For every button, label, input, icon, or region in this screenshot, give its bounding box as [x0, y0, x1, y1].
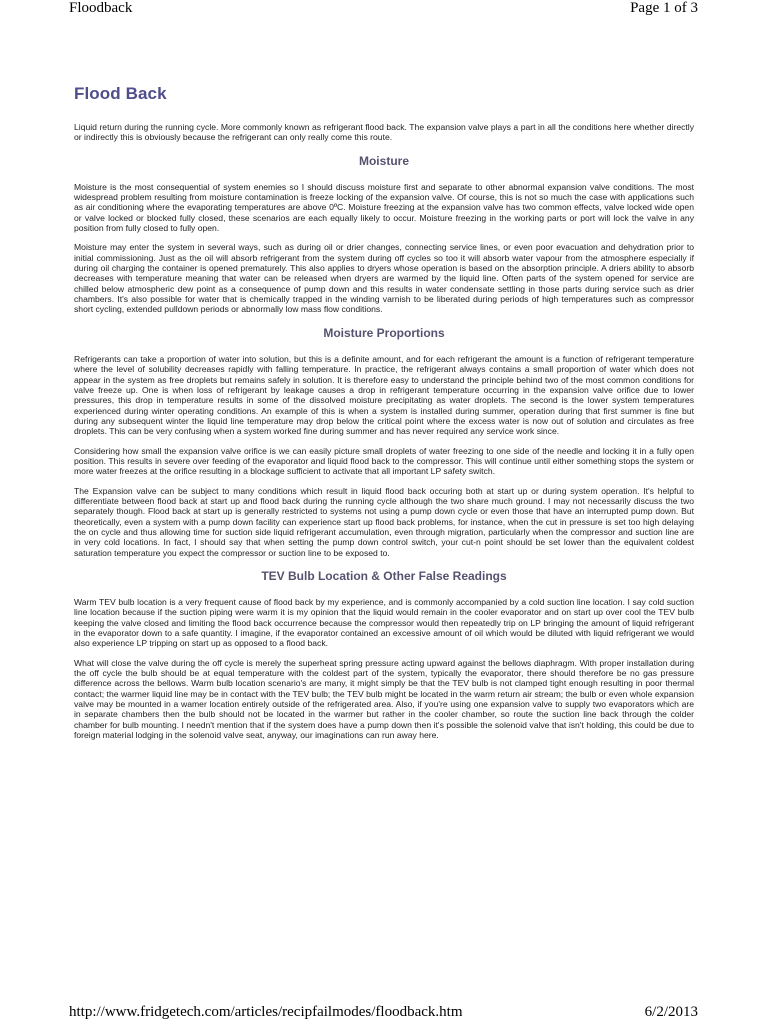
paragraph: Refrigerants can take a proportion of water into solution, but this is a definite amount, and for each refrigerant the amount is a function of refrigerant temperature where the level of solubility decreases rapidly with falling temperature. In practice, the refrigerant always contains a small proportion of water which does not appear in the system as free droplets but remains safely in solution. It is therefore easy to understand the principle behind two of the most common conditions for valve freeze up. One is when loss of refrigerant by leakage causes a drop in refrigerant temperature occurring in the expansion valve orifice due to lower pressures, this drop in temperature results in some of the dissolved moisture precipitating as water droplets. The second is the lower system temperatures experienced during winter operating conditions. An example of this is when a system is installed during summer, operation during that first summer is fine but during any subsequent winter the liquid line temperature may drop below the critical point where the excess water is now out of solution and circulates as free droplets. This can be very confusing when a system worked fine during summer and has never required any service work since.	[74, 353, 694, 437]
section-heading-tev-bulb: TEV Bulb Location & Other False Readings	[261, 569, 507, 583]
header-title: Floodback	[69, 0, 133, 16]
article-body	[74, 84, 694, 749]
source-url[interactable]: http://www.fridgetech.com/articles/recipfailmodes/floodback.htm	[69, 1004, 463, 1020]
paragraph: The Expansion valve can be subject to many conditions which result in liquid flood back occuring both at start up or during system operation. It's helpful to differentiate between flood back at start up and flood back during the running cycle although the two share much ground. I may not necessarily discuss the two separately though. Flood back at start up is generally restricted to systems not using a pump down cycle or even those that have an interrupted pump down. But theoretically, even a system with a pump down facility can experience start up flood back problems, for instance, when the cut in pressure is set too high delaying the on cycle and thus allowing time for suction side liquid refrigerant accumulation, even through migration, particularly when the compressor and suction line are in very cold locations. In fact, I should say that when setting the pump down control switch, your cut-n point should be set lower than the equivalent coldest saturation temperature you expect the compressor or suction line to be exposed to.	[74, 485, 694, 558]
paragraph: What will close the valve during the off cycle is merely the superheat spring pressure acting upward against the bellows diaphragm. With proper installation during the off cycle the bulb should be at equal temperature with the coldest part of the system, typically the evaporator, there should therefore be no gas pressure difference across the bellows. Warm bulb location scenario's are many, it might simply be that the TEV bulb is not clamped tight enough resulting in poor thermal contact; the warmer liquid line may be in contact with the TEV bulb; the TEV bulb might be located in the warm return air stream; the bulb or even whole expansion valve may be mounted in a wamer location entirely outside of the refrigerated area. Also, if you're using one expansion valve to supply two evaporators which are in separate chambers then the bulb should not be located in the warmer but rather in the cooler chamber, so route the suction line back through the colder chamber for bulb mounting. I needn't mention that if the system does have a pump down then it's possible the solenoid valve that isn't holding, this could be due to foreign material lodging in the solenoid valve seat, anyway, our imaginations can run away here.	[74, 657, 694, 741]
section-heading-moisture-proportions: Moisture Proportions	[323, 325, 445, 340]
paragraph: Warm TEV bulb location is a very frequent cause of flood back by my experience, and is commonly accompanied by a cold suction line location. I say cold suction line location because if the suction piping were warm it is my opinion that the liquid would remain in the cooler evaporator and on start up over cool the TEV bulb keeping the valve closed and limiting the flood back occurrence because the compressor would then repeatedly trip on LP bringing the amount of liquid refrigerant in the evaporator down to a safe quantity. I imagine, if the evaporator contained an excessive amount of oil which would be diluted with liquid refrigerant we would also experience LP tripping on start up as opposed to a flood back.	[74, 597, 694, 649]
article-title: Flood Back	[74, 84, 167, 103]
paragraph: Considering how small the expansion valve orifice is we can easily picture small droplets of water freezing to one side of the needle and locking it in a fully open position. This results in severe over feeding of the evaporator and liquid flood back to the compressor. This will continue until either something stops the system or more water freezes at the orifice resulting in a blockage sufficient to activate that all important LP safety switch.	[74, 445, 694, 477]
print-date: 6/2/2013	[644, 1004, 698, 1020]
section-heading-moisture: Moisture	[358, 153, 409, 168]
paragraph: Moisture is the most consequential of system enemies so I should discuss moisture first and separate to other abnormal expansion valve conditions. The most widespread problem resulting from moisture contamination is freeze locking of the expansion valve. Of course, this is not so much the case with applications such as air conditioning where the evaporating temperatures are above 0ºC. Moisture freezing at the expansion valve has two common effects, valve locked wide open or valve locked or blocked fully closed, these scenarios are each equally likely to occur. Moisture freezing in the working parts or port will lock the valve in any position from fully closed to fully open.	[74, 181, 694, 234]
page-header	[0, 0, 768, 20]
paragraph: Moisture may enter the system in several ways, such as during oil or drier changes, connecting service lines, or even poor evacuation and dehydration prior to initial commissioning. Just as the oil will absorb refrigerant from the system during off cycles so too it will absorb water vapour from the atmosphere especially if during oil charging the container is opened prematurely. This also applies to dryers whose operation is based on the absorption principle. A driers ability to absorb decreases with temperature meaning that water can be released when dryers are warmed by the liquid line. Often parts of the system opened for service are chilled below atmospheric dew point as a consequence of pump down and this results in water condensate settling in those parts during service such as drier chambers. It's also possible for water that is chemically trapped in the winding varnish to be liberated during periods of high temperatures such as compressor short cycling, extended pulldown periods or abnormally low mass flow conditions.	[74, 242, 694, 315]
page-footer	[0, 1004, 768, 1024]
intro-paragraph: Liquid return during the running cycle. More commonly known as refrigerant flood back. The expansion valve plays a part in all the conditions here whether directly or indirectly this is obviously because the refrigerant can only really come this route.	[74, 122, 694, 143]
page-number: Page 1 of 3	[630, 0, 698, 16]
